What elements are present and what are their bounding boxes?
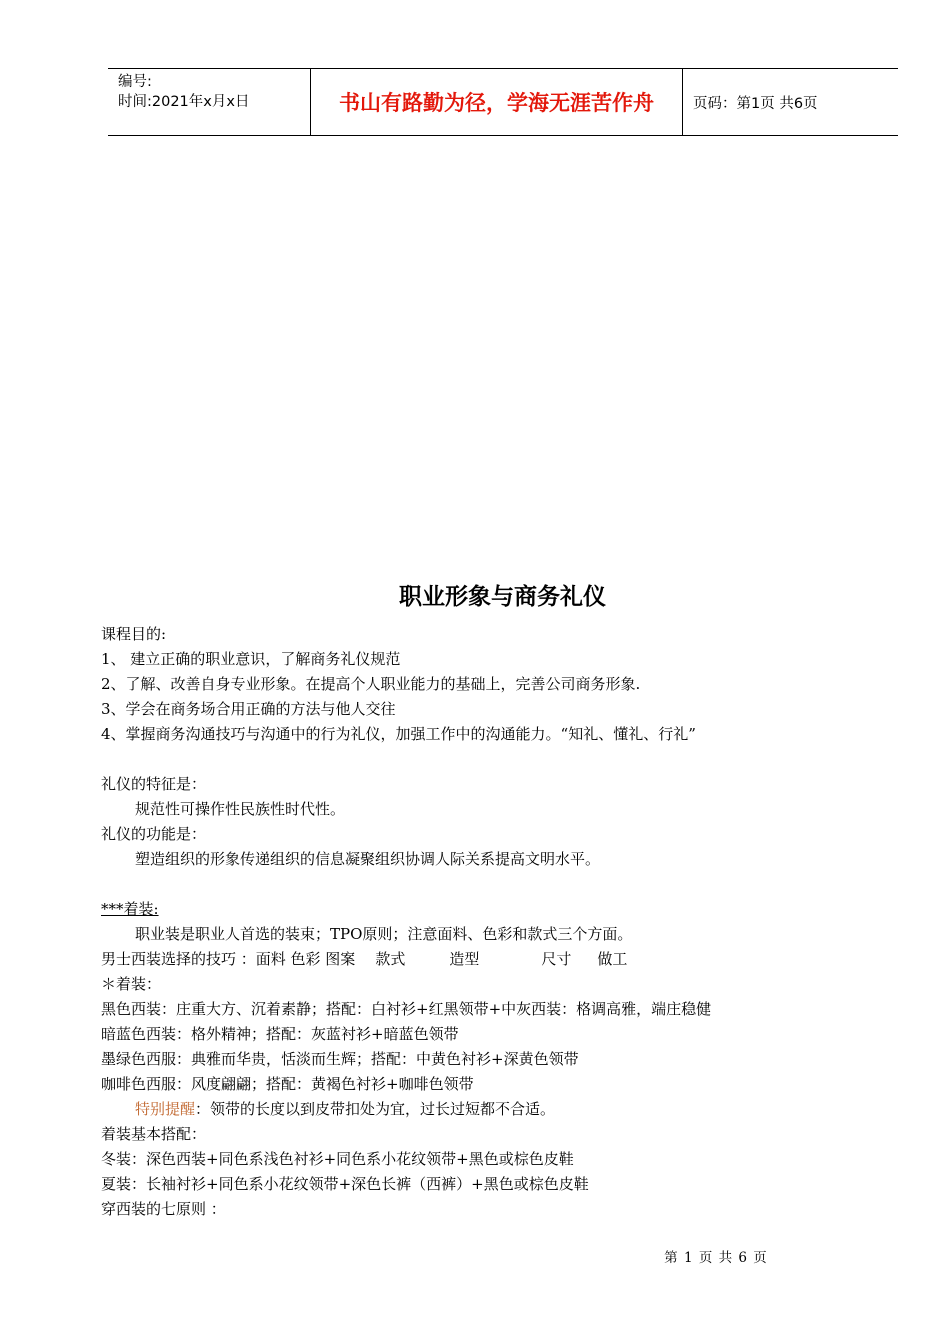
goal-item-1: 1、 建立正确的职业意识，了解商务礼仪规范 [101,650,401,668]
page-footer: 第 1 页 共 6 页 [664,1250,768,1266]
goal-item-3: 3、学会在商务场合用正确的方法与他人交往 [101,700,396,718]
basic-label: 着装基本搭配： [101,1125,207,1143]
dress-sub-label: ＊着装： [101,975,162,993]
suit-tip-size: 尺寸 [541,950,572,968]
tip-text: ：领带的长度以到皮带扣处为宜，过长过短都不合适。 [195,1100,556,1118]
goal-item-2: 2、了解、改善自身专业形象。在提高个人职业能力的基础上，完善公司商务形象. [101,675,641,693]
suit-tips-label: 男士西装选择的技巧 ：面料 色彩 图案 [101,950,356,968]
header-page-code: 页码：第1页 共6页 [693,95,818,112]
suit-tip-style: 款式 [375,950,406,968]
doc-time-label: 时间:2021年x月x日 [118,94,250,110]
principles-label: 穿西装的七原则 ： [101,1200,226,1218]
dress-intro: 职业装是职业人首选的装束；TPO原则；注意面料、色彩和款式三个方面。 [135,925,633,943]
header-motto: 书山有路勤为径，学海无涯苦作舟 [310,69,683,135]
goals-label: 课程目的: [101,625,167,643]
features-label: 礼仪的特征是： [101,775,207,793]
document-title: 职业形象与商务礼仪 [399,584,606,610]
spacer [101,872,901,897]
suit-tips-line [101,947,901,972]
tip-label: 特别提醒 [135,1100,196,1118]
tip-line [101,1097,901,1122]
dress-heading-line [101,897,901,922]
suit-dark-green: 墨绿色西服：典雅而华贵，恬淡而生辉；搭配：中黄色衬衫+深黄色领带 [101,1050,579,1068]
basic-winter: 冬装：深色西装+同色系浅色衬衫+同色系小花纹领带+黑色或棕色皮鞋 [101,1150,574,1168]
suit-tip-craft: 做工 [597,950,628,968]
spacer [101,747,901,772]
goal-item-4: 4、掌握商务沟通技巧与沟通中的行为礼仪，加强工作中的沟通能力。“知礼、懂礼、行礼” [101,725,696,743]
features-text: 规范性可操作性民族性时代性。 [135,800,346,818]
functions-text: 塑造组织的形象传递组织的信息凝聚组织协调人际关系提高文明水平。 [135,850,601,868]
header-left-cell [108,69,310,135]
basic-summer: 夏装：长袖衬衫+同色系小花纹领带+深色长裤（西裤）+黑色或棕色皮鞋 [101,1175,589,1193]
suit-tip-shape: 造型 [449,950,480,968]
functions-label: 礼仪的功能是： [101,825,207,843]
page-header [108,68,898,136]
dress-heading: ***着装: [101,900,159,918]
document-body [101,622,901,1222]
doc-number-label: 编号: [118,74,152,90]
suit-coffee: 咖啡色西服：风度翩翩；搭配：黄褐色衬衫+咖啡色领带 [101,1075,474,1093]
suit-black: 黑色西装：庄重大方、沉着素静；搭配：白衬衫+红黑领带+中灰西装：格调高雅，端庄稳健 [101,1000,712,1018]
suit-dark-blue: 暗蓝色西装：格外精神；搭配：灰蓝衬衫+暗蓝色领带 [101,1025,459,1043]
